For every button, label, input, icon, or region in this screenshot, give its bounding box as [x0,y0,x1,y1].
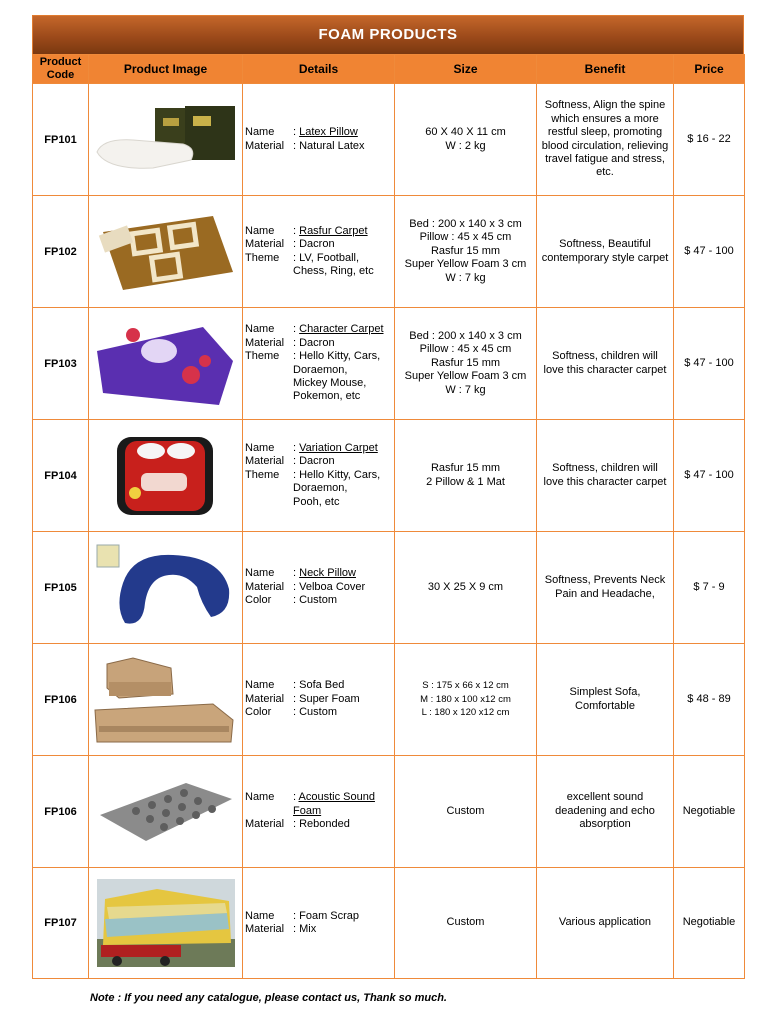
table-row [33,868,745,979]
product-price: $ 47 - 100 [674,420,745,532]
product-details [243,644,395,756]
product-details [243,868,395,979]
product-code: FP104 [33,420,89,532]
detail-label: Material [245,336,285,349]
product-price: $ 16 - 22 [674,84,745,196]
product-details [243,532,395,644]
acoustic-foam-image [89,756,243,868]
detail-value: : Variation Carpet [293,441,378,454]
detail-value: : Natural Latex [293,139,365,152]
detail-label: Material [245,692,285,705]
product-details [243,84,395,196]
character-carpet-image [89,308,243,420]
rasfur-carpet-image [89,196,243,308]
product-details [243,420,395,532]
product-benefit: Simplest Sofa, Comfortable [537,644,674,756]
footer-note: Note : If you need any catalogue, please contact us, Thank so much. [90,992,447,1004]
product-price: $ 47 - 100 [674,308,745,420]
product-code: FP106 [33,644,89,756]
product-size: 30 X 25 X 9 cm [395,532,537,644]
detail-value: : Neck Pillow [293,567,356,580]
detail-value: : Dacron [293,336,335,349]
detail-label: Name [245,791,275,804]
table-row [33,84,745,196]
product-code: FP102 [33,196,89,308]
table-row [33,644,745,756]
detail-value: : Super Foam [293,692,360,705]
detail-value: : Hello Kitty, Cars, Doraemon, Pooh, etc [293,468,381,508]
header-size: Size [395,55,537,84]
table-row [33,532,745,644]
header-benefit: Benefit [537,55,674,84]
product-code: FP107 [33,868,89,979]
detail-value: : Custom [293,706,338,719]
header-product-code: Product Code [33,55,89,84]
product-benefit: excellent sound deadening and echo absorption [537,756,674,868]
product-benefit: Softness, children will love this character carpet [537,420,674,532]
detail-value: : Sofa Bed [293,679,345,692]
product-benefit: Various application [537,868,674,979]
detail-label: Theme [245,468,280,481]
detail-value: : Character Carpet [293,323,384,336]
product-benefit: Softness, Align the spine which ensures a more restful sleep, promoting blood circulation, relieving travel fatigue and stress, etc. [537,84,674,196]
header-price: Price [674,55,745,84]
product-code: FP103 [33,308,89,420]
detail-value: : Latex Pillow [293,126,358,139]
product-price: $ 7 - 9 [674,532,745,644]
neck-pillow-image [89,532,243,644]
detail-value: : Mix [293,923,317,935]
header-product-image: Product Image [89,55,243,84]
detail-label: Material [245,455,285,468]
product-sheet [32,15,744,979]
detail-label: Material [245,139,285,152]
product-details [243,196,395,308]
product-price: Negotiable [674,756,745,868]
table-row [33,756,745,868]
detail-label: Name [245,679,275,692]
variation-carpet-image [89,420,243,532]
detail-value: : Foam Scrap [293,909,360,922]
detail-label: Material [245,923,285,935]
table-row [33,420,745,532]
header-details: Details [243,55,395,84]
latex-pillow-image [89,84,243,196]
product-code: FP101 [33,84,89,196]
detail-label: Material [245,580,285,593]
detail-label: Color [245,594,272,607]
product-benefit: Softness, Beautiful contemporary style carpet [537,196,674,308]
table-row [33,308,745,420]
detail-label: Name [245,126,275,139]
detail-value: : LV, Football, Chess, Ring, etc [293,251,374,277]
detail-value: : Custom [293,594,338,607]
detail-label: Theme [245,251,280,264]
detail-value: : Hello Kitty, Cars, Doraemon, Mickey Mouse, Pokemon, etc [293,350,381,403]
detail-label: Name [245,441,275,454]
product-size: Bed : 200 x 140 x 3 cm Pillow : 45 x 45 cm Rasfur 15 mm Super Yellow Foam 3 cm W : 7 kg [395,308,537,420]
detail-label: Material [245,818,285,831]
product-price: Negotiable [674,868,745,979]
detail-label: Name [245,224,275,237]
table-row [33,196,745,308]
detail-value: : Dacron [293,455,335,468]
product-code: FP105 [33,532,89,644]
product-table [32,54,745,979]
detail-label: Material [245,238,285,251]
detail-label: Name [245,323,275,336]
product-size: Custom [395,756,537,868]
product-benefit: Softness, Prevents Neck Pain and Headache, [537,532,674,644]
table-header-row [33,55,745,84]
product-size: Rasfur 15 mm 2 Pillow & 1 Mat [395,420,537,532]
product-details [243,756,395,868]
detail-value: : Rebonded [293,818,350,831]
product-size: Custom [395,868,537,979]
product-details [243,308,395,420]
sofa-bed-image [89,644,243,756]
product-price: $ 48 - 89 [674,644,745,756]
detail-label: Color [245,706,272,719]
detail-label: Theme [245,350,280,363]
product-price: $ 47 - 100 [674,196,745,308]
detail-label: Name [245,909,275,922]
product-benefit: Softness, children will love this character carpet [537,308,674,420]
product-size: 60 X 40 X 11 cm W : 2 kg [395,84,537,196]
product-size: Bed : 200 x 140 x 3 cm Pillow : 45 x 45 cm Rasfur 15 mm Super Yellow Foam 3 cm W : 7 kg [395,196,537,308]
product-code: FP106 [33,756,89,868]
product-size: S : 175 x 66 x 12 cm M : 180 x 100 x12 cm L : 180 x 120 x12 cm [395,644,537,756]
detail-label: Name [245,567,275,580]
page-title: FOAM PRODUCTS [32,15,744,54]
detail-value: : Rasfur Carpet [293,224,368,237]
detail-value: : Acoustic Sound Foam [293,791,375,817]
foam-scrap-image [89,868,243,979]
detail-value: : Velboa Cover [293,580,366,593]
detail-value: : Dacron [293,238,335,251]
